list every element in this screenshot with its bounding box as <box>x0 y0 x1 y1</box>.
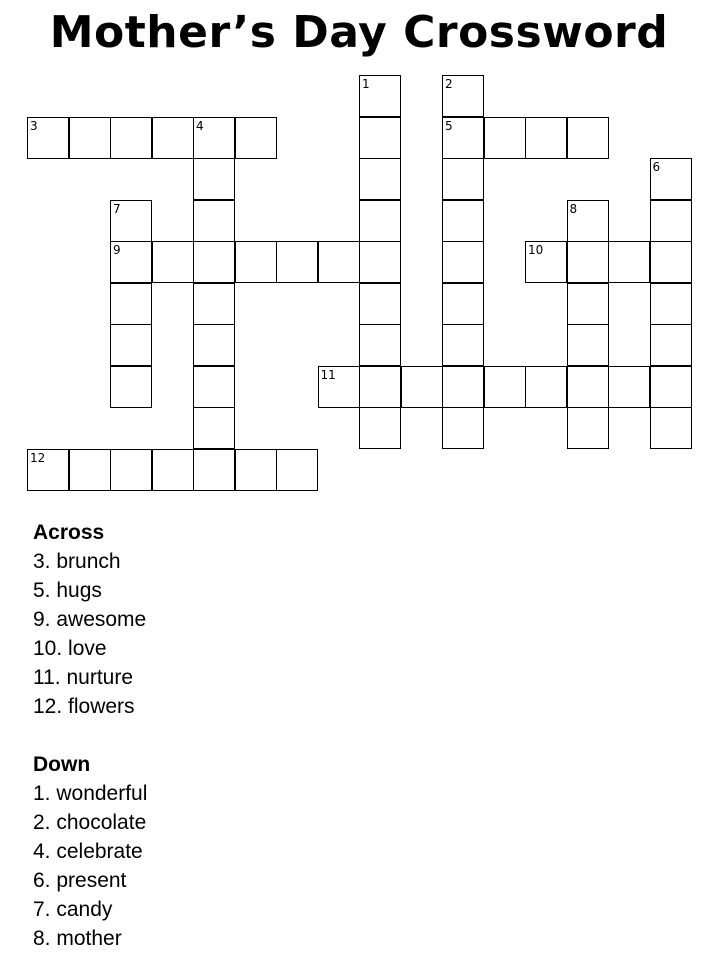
across-clue: 9. awesome <box>33 608 147 631</box>
grid-cell[interactable] <box>567 324 609 366</box>
grid-cell[interactable] <box>525 241 567 283</box>
grid-cell[interactable] <box>442 241 484 283</box>
grid-cell[interactable] <box>193 117 235 159</box>
grid-cell[interactable] <box>525 117 567 159</box>
clue-number: 6 <box>652 160 661 174</box>
grid-cell[interactable] <box>27 449 69 491</box>
clue-number: 1 <box>362 77 370 91</box>
grid-cell[interactable] <box>359 366 401 408</box>
grid-cell[interactable] <box>69 449 111 491</box>
across-clue: 10. love <box>33 637 107 660</box>
across-clue: 5. hugs <box>33 579 102 602</box>
grid-cell[interactable] <box>193 366 235 408</box>
grid-cell[interactable] <box>525 366 567 408</box>
clue-number: 3 <box>30 118 38 133</box>
grid-cell[interactable] <box>235 117 277 159</box>
grid-cell[interactable] <box>318 366 360 408</box>
grid-cell[interactable] <box>567 407 609 449</box>
clue-number: 12 <box>30 450 46 465</box>
grid-cell[interactable] <box>276 449 318 491</box>
grid-cell[interactable] <box>484 366 526 408</box>
grid-cell[interactable] <box>152 117 194 159</box>
across-clue: 11. nurture <box>33 666 134 689</box>
grid-cell[interactable] <box>110 324 152 366</box>
page-title: Mother’s Day Crossword <box>49 7 669 58</box>
grid-cell[interactable] <box>110 241 152 283</box>
grid-cell[interactable] <box>442 407 484 449</box>
grid-cell[interactable] <box>193 449 235 491</box>
clue-number: 10 <box>528 243 544 257</box>
grid-cell[interactable] <box>359 200 401 242</box>
grid-cell[interactable] <box>359 117 401 159</box>
grid-cell[interactable] <box>193 158 235 200</box>
grid-cell[interactable] <box>110 117 152 159</box>
clue-list <box>33 518 147 953</box>
grid-cell[interactable] <box>650 200 692 242</box>
clue-number: 2 <box>445 77 453 91</box>
grid-cell[interactable] <box>193 283 235 325</box>
across-clue: 3. brunch <box>33 550 121 573</box>
grid-cell[interactable] <box>359 75 401 117</box>
grid-cell[interactable] <box>442 200 484 242</box>
grid-cell[interactable] <box>27 117 69 159</box>
grid-cell[interactable] <box>276 241 318 283</box>
grid-cell[interactable] <box>193 200 235 242</box>
grid-cell[interactable] <box>110 200 152 242</box>
grid-cell[interactable] <box>442 324 484 366</box>
grid-cell[interactable] <box>359 241 401 283</box>
grid-cell[interactable] <box>608 366 650 408</box>
grid-cell[interactable] <box>193 407 235 449</box>
grid-cell[interactable] <box>318 241 360 283</box>
grid-cell[interactable] <box>235 449 277 491</box>
clue-number: 5 <box>445 118 453 133</box>
spacer <box>33 721 147 750</box>
grid-cell[interactable] <box>193 241 235 283</box>
down-clue: 4. celebrate <box>33 840 143 863</box>
down-clue: 6. present <box>33 869 127 892</box>
down-heading: Down <box>33 753 91 776</box>
grid-cell[interactable] <box>442 158 484 200</box>
down-clue: 2. chocolate <box>33 811 147 834</box>
grid-cell[interactable] <box>359 158 401 200</box>
grid-cell[interactable] <box>152 241 194 283</box>
grid-cell[interactable] <box>442 283 484 325</box>
grid-cell[interactable] <box>359 407 401 449</box>
grid-cell[interactable] <box>484 117 526 159</box>
grid-cell[interactable] <box>442 366 484 408</box>
grid-cell[interactable] <box>567 366 609 408</box>
grid-cell[interactable] <box>567 117 609 159</box>
grid-cell[interactable] <box>650 283 692 325</box>
grid-cell[interactable] <box>650 407 692 449</box>
grid-cell[interactable] <box>69 117 111 159</box>
clue-number: 9 <box>113 243 121 257</box>
clue-number: 4 <box>196 118 204 133</box>
grid-cell[interactable] <box>442 117 484 159</box>
down-clues <box>33 779 147 953</box>
down-clue: 1. wonderful <box>33 782 148 805</box>
clue-number: 8 <box>569 201 578 216</box>
grid-cell[interactable] <box>608 241 650 283</box>
grid-cell[interactable] <box>235 241 277 283</box>
down-clue: 8. mother <box>33 927 122 950</box>
grid-cell[interactable] <box>110 449 152 491</box>
clue-number: 7 <box>113 201 121 216</box>
grid-cell[interactable] <box>650 241 692 283</box>
clue-number: 11 <box>320 367 336 382</box>
across-heading: Across <box>33 521 105 544</box>
across-clues <box>33 547 147 721</box>
grid-cell[interactable] <box>650 158 692 200</box>
grid-cell[interactable] <box>401 366 443 408</box>
grid-cell[interactable] <box>650 366 692 408</box>
grid-cell[interactable] <box>152 449 194 491</box>
down-clue: 7. candy <box>33 898 113 921</box>
grid-cell[interactable] <box>567 241 609 283</box>
grid-cell[interactable] <box>359 324 401 366</box>
grid-cell[interactable] <box>650 324 692 366</box>
grid-cell[interactable] <box>110 366 152 408</box>
grid-cell[interactable] <box>567 200 609 242</box>
grid-cell[interactable] <box>193 324 235 366</box>
grid-cell[interactable] <box>110 283 152 325</box>
grid-cell[interactable] <box>359 283 401 325</box>
grid-cell[interactable] <box>567 283 609 325</box>
across-clue: 12. flowers <box>33 695 135 718</box>
grid-cell[interactable] <box>442 75 484 117</box>
